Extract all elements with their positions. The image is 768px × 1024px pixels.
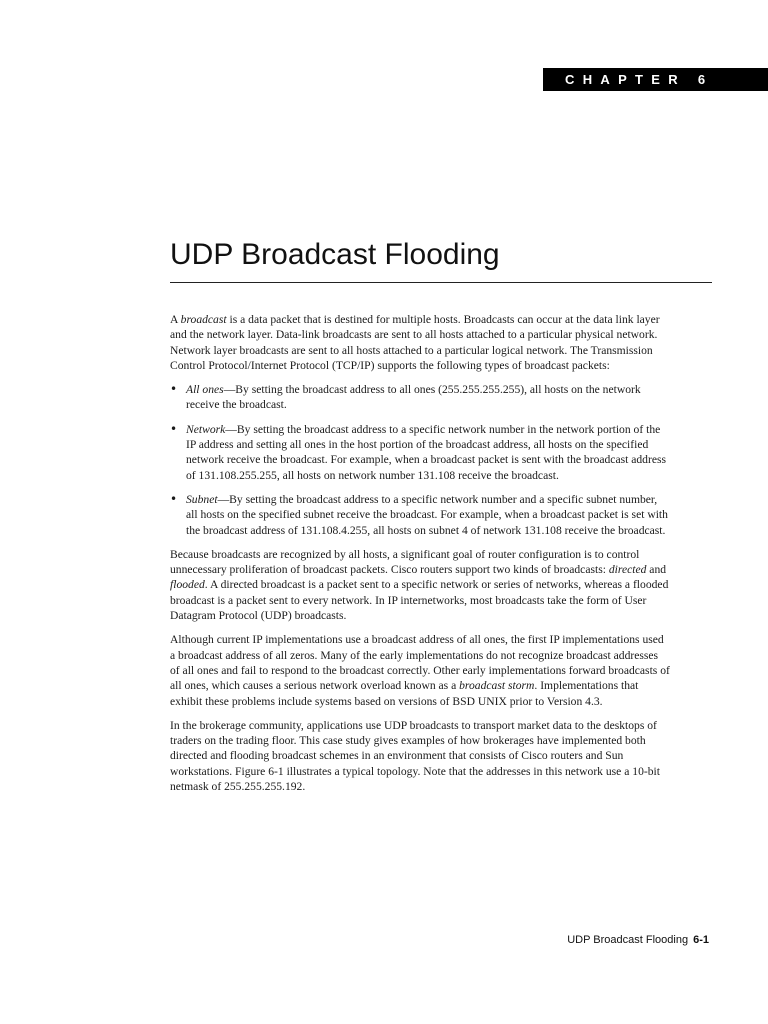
term-broadcast-storm: broadcast storm xyxy=(459,679,535,693)
bullet-text: —By setting the broadcast address to all ones (255.255.255.255), all hosts on the network receive the broadcast. xyxy=(186,383,641,412)
paragraph-text: . Implementations that exhibit these problems include systems based on versions of BSD UNIX prior to Version 4.3. xyxy=(170,679,639,708)
page-footer xyxy=(567,934,709,946)
paragraph-text: Because broadcasts are recognized by all hosts, a significant goal of router configuration is to control unnecessary proliferation of broadcast packets. Cisco routers support two kinds of broadcasts: xyxy=(170,547,640,577)
term-network: Network xyxy=(186,422,226,436)
term-directed: directed xyxy=(608,563,647,577)
broadcast-storm-paragraph xyxy=(170,632,670,708)
term-broadcast: broadcast xyxy=(180,313,227,326)
intro-rest: is a data packet that is destined for multiple hosts. Broadcasts can occur at the data link layer and the network layer. Data-link broadcasts are sent to all hosts attached to a particular physical network. Network layer broadcasts are sent to all hosts attached to a particular logical network. The Transmission Control Protocol/Internet Protocol (TCP/IP) supports the following types of broadcast packets: xyxy=(170,313,660,372)
term-flooded: flooded xyxy=(170,578,205,592)
paragraph-text: and xyxy=(646,563,667,577)
list-item xyxy=(170,382,670,413)
intro-lead: A xyxy=(170,313,181,326)
footer-title: UDP Broadcast Flooding xyxy=(567,934,689,946)
brokerage-paragraph: In the brokerage community, applications use UDP broadcasts to transport market data to the desktops of traders on the trading floor. This case study gives examples of how brokerages have implemented both directed and flooding broadcast schemes in an environment that consists of Cisco routers and Sun workstations. Figure 6-1 illustrates a typical topology. Note that the addresses in this network use a 10-bit netmask of 255.255.255.192. xyxy=(170,718,660,794)
term-subnet: Subnet xyxy=(186,492,218,506)
term-all-ones: All ones xyxy=(186,383,224,397)
bullet-icon: • xyxy=(170,382,178,397)
body-text xyxy=(170,312,670,803)
bullet-text: —By setting the broadcast address to a specific network number in the network portion of the IP address and setting all ones in the host portion of the broadcast address, all hosts on the specified network receive the broadcast. For example, when a broadcast packet is sent with the broadcast address of 131.108.255.255, all hosts on network number 131.108 receive the broadcast. xyxy=(186,422,666,482)
list-item xyxy=(170,492,670,538)
page-number: 6-1 xyxy=(693,934,709,946)
bullet-icon: • xyxy=(170,491,178,506)
paragraph-text: Although current IP implementations use a broadcast address of all ones, the first IP implementations used a broadcast address of all zeros. Many of the early implementations do not recognize broadcast addresses of all ones and fail to respond to the broadcast correctly. Other early implementations forward broadcasts of all ones, which causes a serious network overload known as a xyxy=(170,633,670,693)
directed-flooded-paragraph xyxy=(170,547,670,623)
bullet-icon: • xyxy=(170,421,178,436)
broadcast-types-list xyxy=(170,382,670,538)
paragraph-text: . A directed broadcast is a packet sent to a specific network or series of networks, whereas a flooded broadcast is a packet sent to every network. In IP internetworks, most broadcasts take the form of User Datagram Protocol (UDP) broadcasts. xyxy=(170,578,669,623)
title-rule xyxy=(170,282,712,283)
intro-paragraph xyxy=(170,312,670,373)
bullet-text: —By setting the broadcast address to a specific network number and a specific subnet number, all hosts on the specified subnet receive the broadcast. For example, when a broadcast packet is set with the broadcast address of 131.108.4.255, all hosts on subnet 4 of network 131.108 receive the broadcast. xyxy=(186,492,668,537)
page-title: UDP Broadcast Flooding xyxy=(170,238,500,271)
chapter-label: CHAPTER 6 xyxy=(543,68,768,91)
list-item xyxy=(170,422,670,483)
